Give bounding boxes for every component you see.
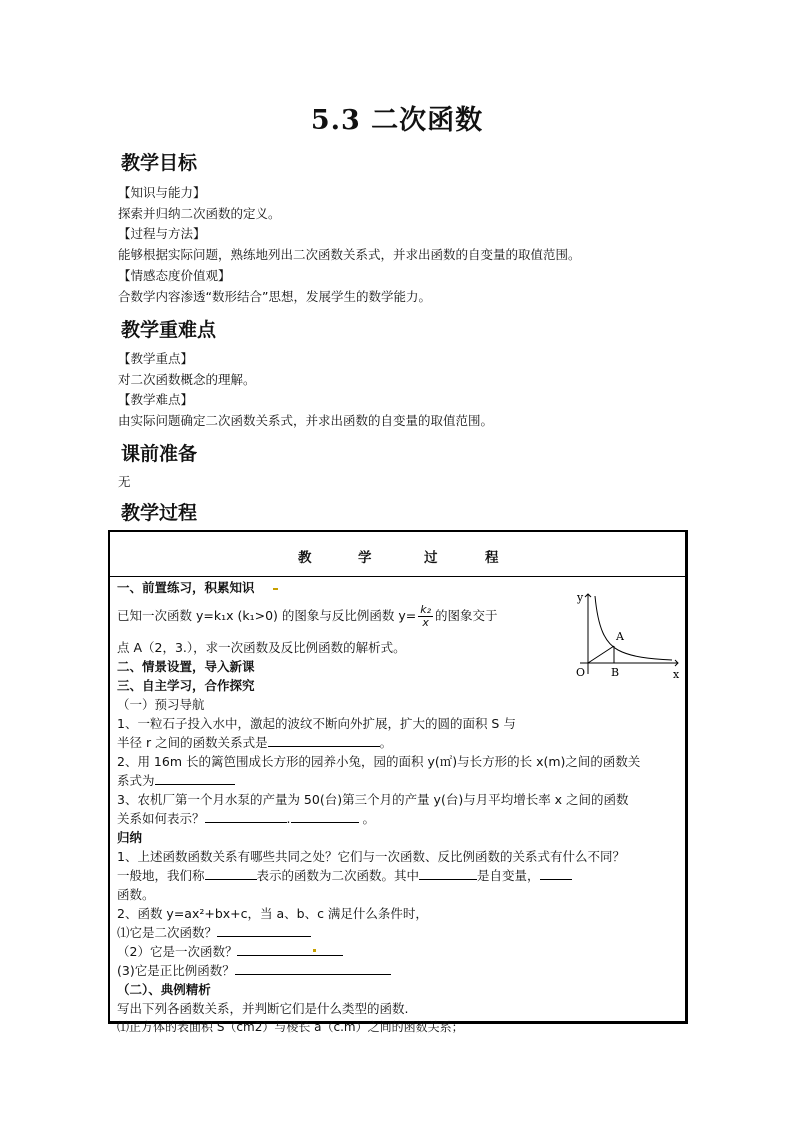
answer-blank[interactable] xyxy=(268,734,380,747)
page-title: 5.3 二次函数 xyxy=(310,105,484,136)
section-1-title: 一、前置练习，积累知识 xyxy=(117,578,278,596)
key-points-heading: 教学重难点 xyxy=(121,319,217,341)
answer-blank[interactable] xyxy=(237,943,343,956)
mark-dot xyxy=(273,588,278,590)
preview-guide: （一）预习导航 xyxy=(117,697,205,712)
problem-2a: 2、用 16m 长的篱笆围成长方形的园养小兔，园的面积 y(㎡)与长方形的长 x(m)之间的函数关 xyxy=(117,754,641,769)
examples-title: （二）、典例精析 xyxy=(117,982,211,997)
y-label: y xyxy=(577,591,584,604)
origin-label: O xyxy=(576,666,586,679)
focus-text: 对二次函数概念的理解。 xyxy=(118,372,256,387)
function-graph xyxy=(560,588,684,682)
header-char-4: 程 xyxy=(485,550,499,566)
q1-line-2: 点 A（2，3.），求一次函数及反比例函数的解析式。 xyxy=(117,640,406,655)
linear-line xyxy=(588,646,614,663)
prep-text: 无 xyxy=(118,474,131,489)
generalize-3: 函数。 xyxy=(117,887,155,902)
process-heading: 教学过程 xyxy=(121,502,198,524)
summary-title: 归纳 xyxy=(117,830,143,845)
difficulty-label: 【教学难点】 xyxy=(118,392,194,407)
problem-1a: 1、一粒石子投入水中，激起的波纹不断向外扩展，扩大的圆的面积 S 与 xyxy=(117,716,516,731)
answer-blank[interactable] xyxy=(155,772,235,785)
emotion-label: 【情感态度价值观】 xyxy=(118,268,231,283)
q1-line: 已知一次函数 y=k₁x (k₁>0) 的图象与反比例函数 y= $\frac{\text{k₂}}{x}$ 的图象交于 xyxy=(117,603,498,629)
generalize-4: 2、函数 y=ax²+bx+c，当 a、b、c 满足什么条件时， xyxy=(117,906,428,921)
table-header xyxy=(110,532,685,577)
answer-blank[interactable] xyxy=(235,962,391,975)
examples-intro: 写出下列各函数关系，并判断它们是什么类型的函数. xyxy=(117,1001,409,1016)
condition-3: (3)它是正比例函数？ xyxy=(117,961,391,979)
answer-blank[interactable] xyxy=(291,810,359,823)
problem-3b: 关系如何表示？ . 。 xyxy=(117,811,375,826)
process-method-label: 【过程与方法】 xyxy=(118,226,206,241)
objectives-heading: 教学目标 xyxy=(121,152,198,174)
header-char-2: 学 xyxy=(358,550,372,566)
answer-blank[interactable] xyxy=(217,924,311,937)
prep-heading: 课前准备 xyxy=(121,443,198,465)
example-1: ⑴正方体的表面积 S（cm2）与棱长 a（c.m）之间的函数关系； xyxy=(117,1020,464,1034)
header-char-1: 教 xyxy=(298,550,312,566)
problem-1b: 半径 r 之间的函数关系式是 。 xyxy=(117,735,393,750)
generalize-2: 一般地，我们称 表示的函数为二次函数。其中 是自变量， xyxy=(117,866,572,884)
knowledge-label: 【知识与能力】 xyxy=(118,185,206,200)
problem-3a: 3、农机厂第一个月水泵的产量为 50(台)第三个月的产量 y(台)与月平均增长率 x 之间的函数 xyxy=(117,792,629,807)
section-3-title: 三、自主学习，合作探究 xyxy=(117,678,255,693)
knowledge-text: 探索并归纳二次函数的定义。 xyxy=(118,206,281,221)
header-char-3: 过 xyxy=(424,550,438,566)
generalize-1: 1、上述函数函数关系有哪些共同之处？它们与一次函数、反比例函数的关系式有什么不同？ xyxy=(117,849,625,864)
answer-blank[interactable] xyxy=(540,867,572,880)
answer-blank[interactable] xyxy=(419,867,477,880)
focus-label: 【教学重点】 xyxy=(118,351,194,366)
answer-blank[interactable] xyxy=(205,810,287,823)
process-method-text: 能够根据实际问题，熟练地列出二次函数关系式，并求出函数的自变量的取值范围。 xyxy=(118,247,581,262)
mark-dot xyxy=(313,949,316,952)
section-2-title: 二、情景设置，导入新课 xyxy=(117,659,255,674)
condition-1: ⑴它是二次函数？ xyxy=(117,923,311,941)
problem-2b: 系式为 xyxy=(117,771,235,789)
difficulty-text: 由实际问题确定二次函数关系式，并求出函数的自变量的取值范围。 xyxy=(118,413,494,428)
point-b-label: B xyxy=(611,666,620,679)
emotion-text: 合数学内容渗透“数形结合”思想，发展学生的数学能力。 xyxy=(118,289,431,304)
x-label: x xyxy=(673,668,680,681)
answer-blank[interactable] xyxy=(205,867,257,880)
fraction: $\frac{\text{k₂}}{x}$ xyxy=(420,603,431,629)
condition-2: （2）它是一次函数？ xyxy=(117,942,343,960)
point-a-label: A xyxy=(616,630,624,643)
